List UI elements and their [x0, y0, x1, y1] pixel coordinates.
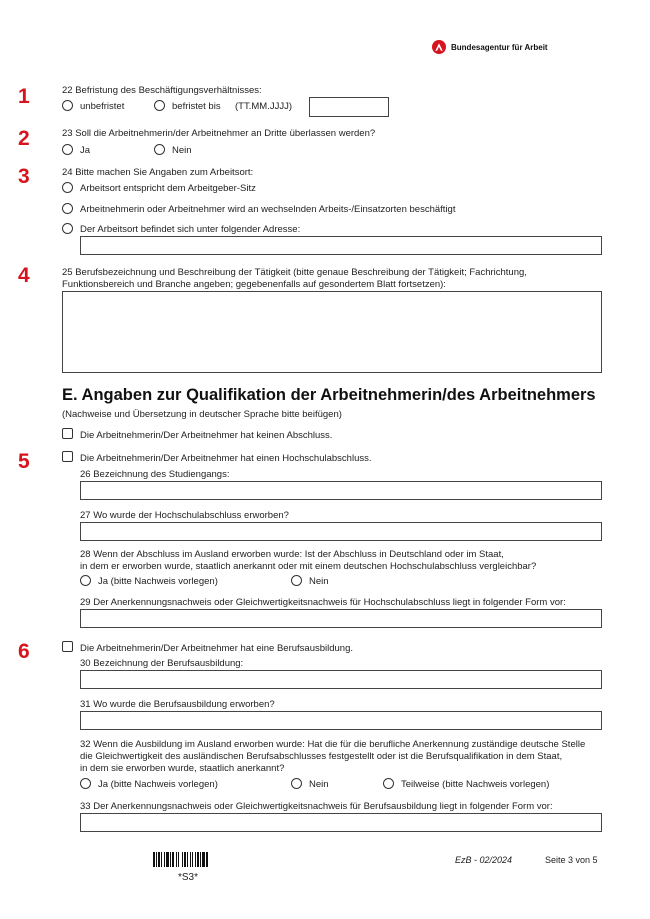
q32-radio-teilweise[interactable]: [383, 778, 394, 789]
q23-label-ja: Ja: [80, 145, 91, 156]
q22-date-format: (TT.MM.JJJJ): [235, 101, 292, 112]
section-e-subtitle: (Nachweise und Übersetzung in deutscher Sprache bitte beifügen): [62, 409, 342, 420]
q24-option-1: Arbeitsort entspricht dem Arbeitgeber-Sitz: [80, 183, 256, 194]
barcode-icon: [153, 852, 230, 867]
section-e-title: E. Angaben zur Qualifikation der Arbeitnehmerin/des Arbeitnehmers: [62, 386, 596, 404]
q30-label: 30 Bezeichnung der Berufsausbildung:: [80, 658, 244, 669]
q25-label-line1: 25 Berufsbezeichnung und Beschreibung der Tätigkeit (bitte genaue Beschreibung der Tätigkeit; Fachrichtung,: [62, 267, 527, 278]
agency-logo-icon: [432, 40, 446, 54]
q28-radio-ja[interactable]: [80, 575, 91, 586]
barcode-text: *S3*: [178, 872, 199, 883]
q27-label: 27 Wo wurde der Hochschulabschluss erworben?: [80, 510, 289, 521]
university-degree-checkbox[interactable]: [62, 451, 73, 462]
q24-label: 24 Bitte machen Sie Angaben zum Arbeitsort:: [62, 167, 254, 178]
vocational-training-label: Die Arbeitnehmerin/Der Arbeitnehmer hat eine Berufsausbildung.: [80, 643, 354, 654]
q22-radio-unbefristet[interactable]: [62, 100, 73, 111]
q32-label-line3: in dem sie erworben wurde, staatlich anerkannt?: [80, 763, 285, 774]
university-degree-label: Die Arbeitnehmerin/Der Arbeitnehmer hat einen Hochschulabschluss.: [80, 453, 372, 464]
agency-logo-text: Bundesagentur für Arbeit: [451, 42, 548, 52]
q22-date-input[interactable]: [309, 97, 389, 117]
q33-label: 33 Der Anerkennungsnachweis oder Gleichwertigkeitsnachweis für Berufsausbildung liegt in folgender Form vor:: [80, 801, 553, 812]
marker-1: 1: [18, 85, 30, 108]
no-degree-checkbox[interactable]: [62, 428, 73, 439]
vocational-training-checkbox[interactable]: [62, 641, 73, 652]
q24-option-2: Arbeitnehmerin oder Arbeitnehmer wird an wechselnden Arbeits-/Einsatzorten beschäftigt: [80, 204, 456, 215]
q28-radio-nein[interactable]: [291, 575, 302, 586]
no-degree-label: Die Arbeitnehmerin/Der Arbeitnehmer hat keinen Abschluss.: [80, 430, 333, 441]
marker-4: 4: [18, 264, 30, 287]
q29-label: 29 Der Anerkennungsnachweis oder Gleichwertigkeitsnachweis für Hochschulabschluss liegt in folgender Form vor:: [80, 597, 566, 608]
q22-label: 22 Befristung des Beschäftigungsverhältnisses:: [62, 85, 262, 96]
q28-label-nein: Nein: [309, 576, 329, 587]
q26-study-program-input[interactable]: [80, 481, 602, 500]
marker-3: 3: [18, 165, 30, 188]
marker-2: 2: [18, 127, 30, 150]
footer-barcode: [153, 852, 230, 867]
q30-training-title-input[interactable]: [80, 670, 602, 689]
q23-label: 23 Soll die Arbeitnehmerin/der Arbeitnehmer an Dritte überlassen werden?: [62, 128, 376, 139]
q24-radio-3[interactable]: [62, 223, 73, 234]
page-number: Seite 3 von 5: [545, 855, 598, 865]
agency-logo: [432, 40, 548, 54]
q29-recognition-input[interactable]: [80, 609, 602, 628]
marker-6: 6: [18, 640, 30, 663]
q32-label-nein: Nein: [309, 779, 329, 790]
q28-label-ja: Ja (bitte Nachweis vorlegen): [98, 576, 218, 587]
q32-label-ja: Ja (bitte Nachweis vorlegen): [98, 779, 218, 790]
q32-label-line1: 32 Wenn die Ausbildung im Ausland erworben wurde: Hat die für die berufliche Anerkennung zuständige deutsche Stelle: [80, 739, 586, 750]
q22-label-unbefristet: unbefristet: [80, 101, 125, 112]
q22-radio-befristet[interactable]: [154, 100, 165, 111]
q28-label-line1: 28 Wenn der Abschluss im Ausland erworben wurde: Ist der Abschluss in Deutschland oder im Staat,: [80, 549, 504, 560]
q25-description-textarea[interactable]: [62, 291, 602, 373]
q31-label: 31 Wo wurde die Berufsausbildung erworben?: [80, 699, 275, 710]
q24-radio-2[interactable]: [62, 203, 73, 214]
q26-label: 26 Bezeichnung des Studiengangs:: [80, 469, 230, 480]
q28-label-line2: in dem er erworben wurde, staatlich anerkannt oder mit einem deutschen Hochschulabschluss vergleichbar?: [80, 561, 537, 572]
q33-recognition-input[interactable]: [80, 813, 602, 832]
q23-label-nein: Nein: [172, 145, 192, 156]
q24-option-3: Der Arbeitsort befindet sich unter folgender Adresse:: [80, 224, 301, 235]
q32-label-teilweise: Teilweise (bitte Nachweis vorlegen): [401, 779, 550, 790]
q31-training-location-input[interactable]: [80, 711, 602, 730]
q24-address-input[interactable]: [80, 236, 602, 255]
q25-label-line2: Funktionsbereich und Branche angeben; gegebenenfalls auf gesondertem Blatt fortsetzen):: [62, 279, 446, 290]
q27-degree-location-input[interactable]: [80, 522, 602, 541]
form-id: EzB - 02/2024: [455, 855, 513, 865]
q32-radio-nein[interactable]: [291, 778, 302, 789]
marker-5: 5: [18, 450, 30, 473]
q32-label-line2: die Gleichwertigkeit des ausländischen Berufsabschlusses festgestellt oder ist die Berufsqualifikation in dem Staat,: [80, 751, 563, 762]
q32-radio-ja[interactable]: [80, 778, 91, 789]
q23-radio-nein[interactable]: [154, 144, 165, 155]
q22-label-befristet: befristet bis: [172, 101, 221, 112]
q24-radio-1[interactable]: [62, 182, 73, 193]
q23-radio-ja[interactable]: [62, 144, 73, 155]
